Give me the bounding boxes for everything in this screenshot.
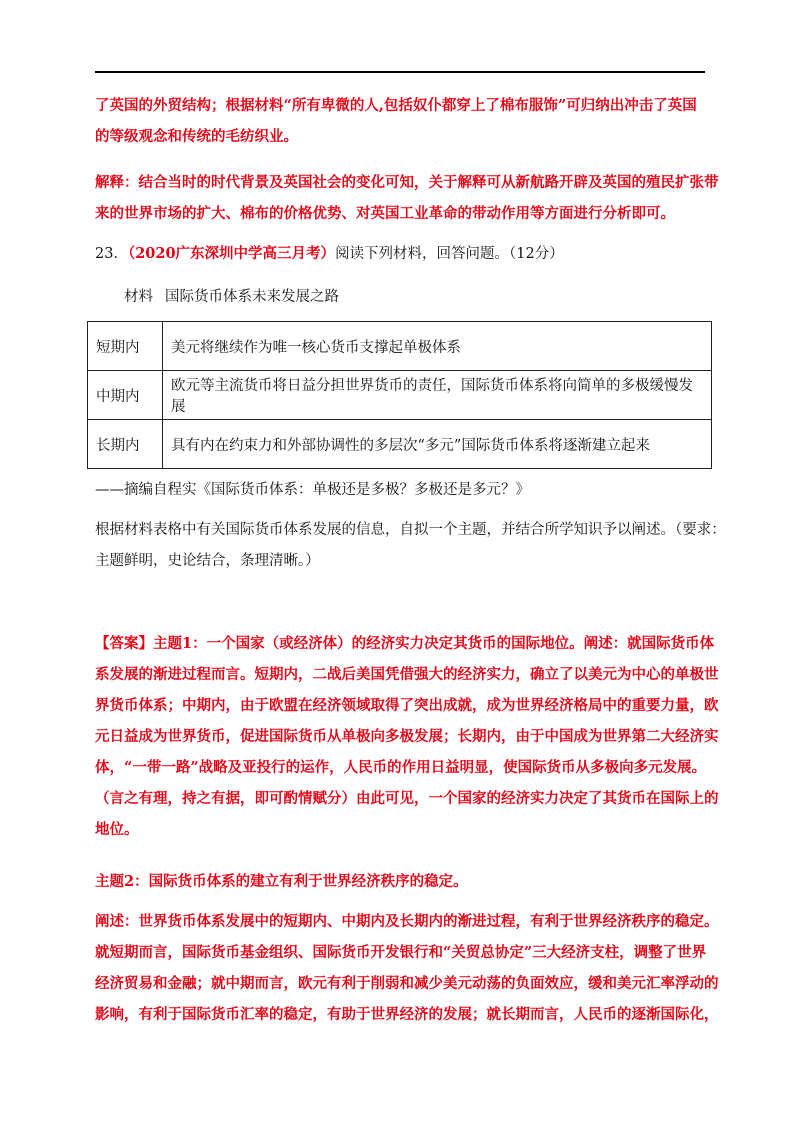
text-line: 的等级观念和传统的毛纺织业。 [95,128,298,145]
material-caption [124,283,339,311]
answer-paragraph [95,628,719,845]
citation: ——摘编自程实《国际货币体系：单极还是多极？多极还是多元？》 [95,482,530,498]
period-cell: 短期内 [88,322,163,371]
text-line: 阐述：世界货币体系发展中的短期内、中期内及长期内的渐进过程，有利于世界经济秩序的稳定。 [95,913,719,930]
text-line: 主题2：国际货币体系的建立有利于世界经济秩序的稳定。 [95,873,468,890]
text-line: 解释：结合当时的时代背景及英国社会的变化可知，关于解释可从新航路开辟及英国的殖民扩张带 [95,174,719,191]
text-line: 主题鲜明，史论结合，条理清晰。） [95,553,320,569]
text-line: 系发展的渐进过程而言。短期内，二战后美国凭借强大的经济实力，确立了以美元为中心的单极世 [95,666,719,683]
text-line: 来的世界市场的扩大、棉布的价格优势、对英国工业革命的带动作用等方面进行分析即可。 [95,205,675,222]
text-line: 了英国的外贸结构；根据材料“所有卑微的人,包括奴仆都穿上了棉布服饰”可归纳出冲击了英国 [95,97,697,114]
text-line: 根据材料表格中有关国际货币体系发展的信息，自拟一个主题，并结合所学知识予以阐述。（要求： [95,522,726,538]
text-line: 地位。 [95,821,139,838]
content-cell: 美元将继续作为唯一核心货币支撑起单极体系 [163,322,712,371]
question-title [95,240,564,268]
table-row [88,371,712,420]
text-line: 经济贸易和金融；就中期而言，欧元有利于削弱和减少美元动荡的负面效应，缓和美元汇率浮动的 [95,975,719,992]
question-number: 23． [95,246,128,262]
header-rule [95,71,705,73]
material-title: 国际货币体系未来发展之路 [165,289,339,305]
question-source: （2020广东深圳中学高三月考） [127,245,336,262]
table-row [88,322,712,371]
theme2-paragraph [95,906,719,1030]
text-line: 就短期而言，国际货币基金组织、国际货币开发银行和“关贸总协定”三大经济支柱，调整了世界 [95,944,707,961]
task-paragraph [95,515,726,577]
period-cell: 长期内 [88,420,163,469]
text-line: （言之有理，持之有据，即可酌情赋分）由此可见，一个国家的经济实力决定了其货币在国际上的 [95,790,719,807]
top-paragraph [95,90,707,152]
text-line: 影响，有利于国际货币汇率的稳定，有助于世界经济的发展；就长期而言，人民币的逐渐国际化， [95,1006,719,1023]
content-cell: 具有内在约束力和外部协调性的多层次“多元”国际货币体系将逐渐建立起来 [163,420,712,469]
table-row [88,420,712,469]
material-table [87,321,712,469]
text-line: 【答案】主题1：一个国家（或经济体）的经济实力决定其货币的国际地位。阐述：就国际货币体 [95,635,715,652]
explanation-paragraph [95,167,719,229]
theme2-heading [95,866,707,897]
content-cell: 欧元等主流货币将日益分担世界货币的责任，国际货币体系将向简单的多极缓慢发展 [163,371,712,420]
text-line: 体，“一带一路”战略及亚投行的运作，人民币的作用日益明显，使国际货币从多极向多元发展。 [95,759,707,776]
text-line: 界货币体系；中期内，由于欧盟在经济领域取得了突出成就，成为世界经济格局中的重要力量，欧 [95,697,719,714]
text-line: 元日益成为世界货币，促进国际货币从单极向多极发展；长期内，由于中国成为世界第二大经济实 [95,728,719,745]
question-prompt: 阅读下列材料，回答问题。（12分） [335,246,564,262]
material-label: 材料 [124,289,153,305]
period-cell: 中期内 [88,371,163,420]
